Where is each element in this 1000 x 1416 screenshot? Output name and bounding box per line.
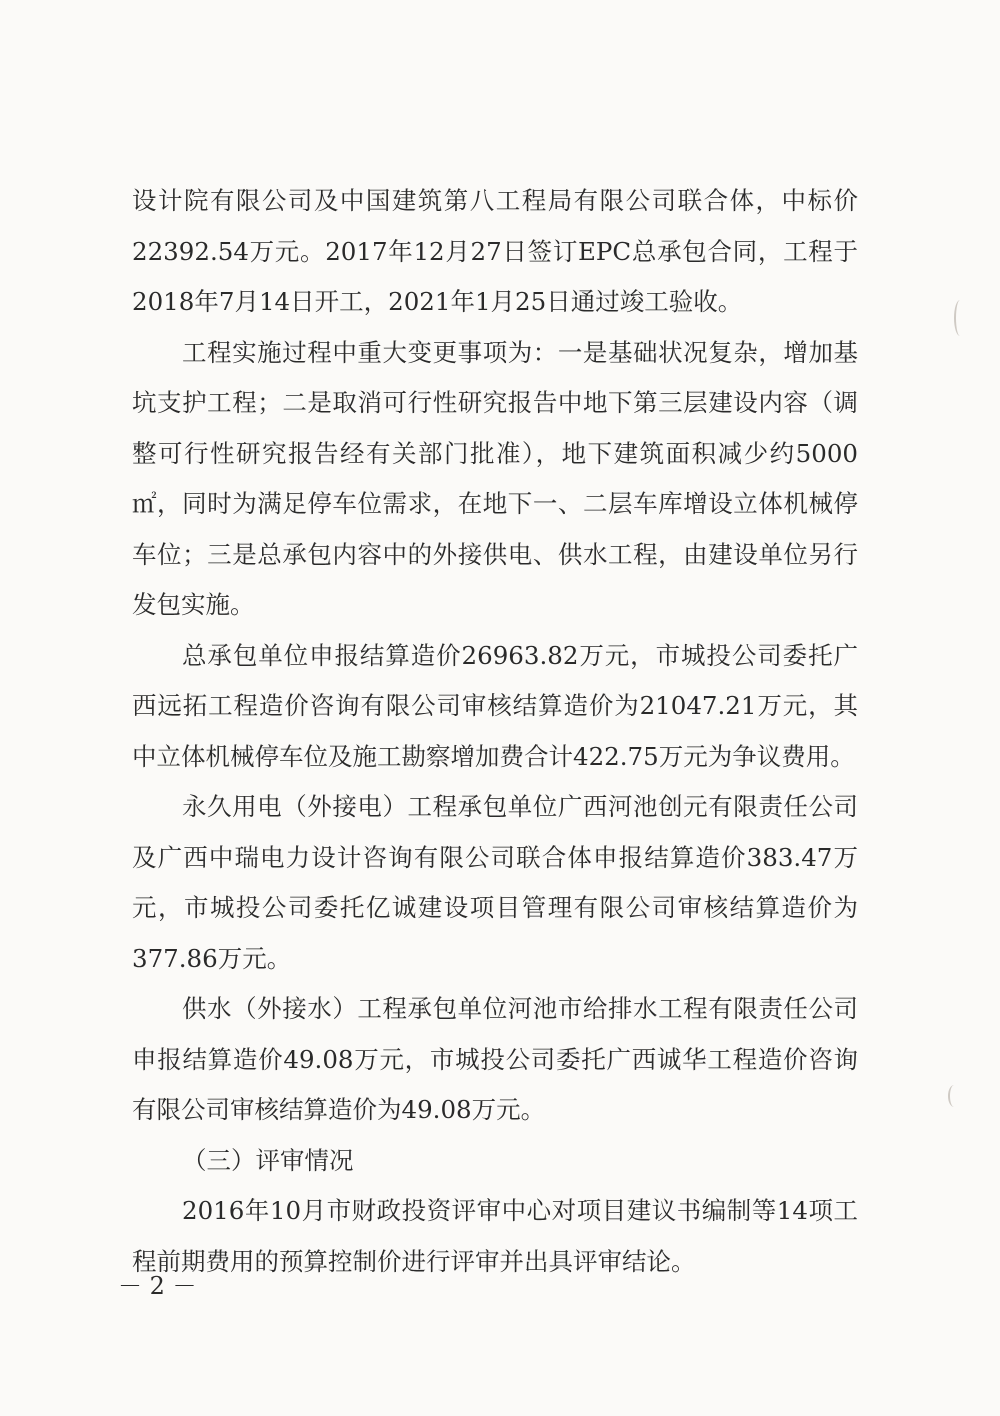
page-number: － 2 － <box>118 1272 197 1300</box>
body-paragraph-final: 2016年10月市财政投资评审中心对项目建议书编制等14项工程前期费用的预算控制价进行评审并出具评审结论。 <box>132 1196 858 1276</box>
scan-edge-mark <box>954 300 966 336</box>
section-heading: （三）评审情况 <box>182 1145 354 1175</box>
scan-edge-mark <box>948 1085 960 1107</box>
body-paragraph-1: 设计院有限公司及中国建筑第八工程局有限公司联合体，中标价22392.54万元。2017年12月27日签订EPC总承包合同，工程于2018年7月14日开工，2021年1月25日通过竣工验收。 <box>132 186 858 316</box>
body-paragraph-5: 供水（外接水）工程承包单位河池市给排水工程有限责任公司申报结算造价49.08万元，市城投公司委托广西诚华工程造价咨询有限公司审核结算造价为49.08万元。 <box>132 994 858 1124</box>
body-paragraph-3: 总承包单位申报结算造价26963.82万元，市城投公司委托广西远拓工程造价咨询有限公司审核结算造价为21047.21万元，其中立体机械停车位及施工勘察增加费合计422.75万元为争议费用。 <box>132 640 858 771</box>
body-paragraph-4: 永久用电（外接电）工程承包单位广西河池创元有限责任公司及广西中瑞电力设计咨询有限公司联合体申报结算造价383.47万元，市城投公司委托亿诚建设项目管理有限公司审核结算造价为377.86万元。 <box>132 792 858 973</box>
body-paragraph-2: 工程实施过程中重大变更事项为：一是基础状况复杂，增加基坑支护工程；二是取消可行性研究报告中地下第三层建设内容（调整可行性研究报告经有关部门批准），地下建筑面积减少约5000㎡，同时为满足停车位需求，在地下一、二层车库增设立体机械停车位；三是总承包内容中的外接供电、供水工程，由建设单位另行发包实施。 <box>132 337 858 619</box>
document-body <box>132 176 858 1287</box>
